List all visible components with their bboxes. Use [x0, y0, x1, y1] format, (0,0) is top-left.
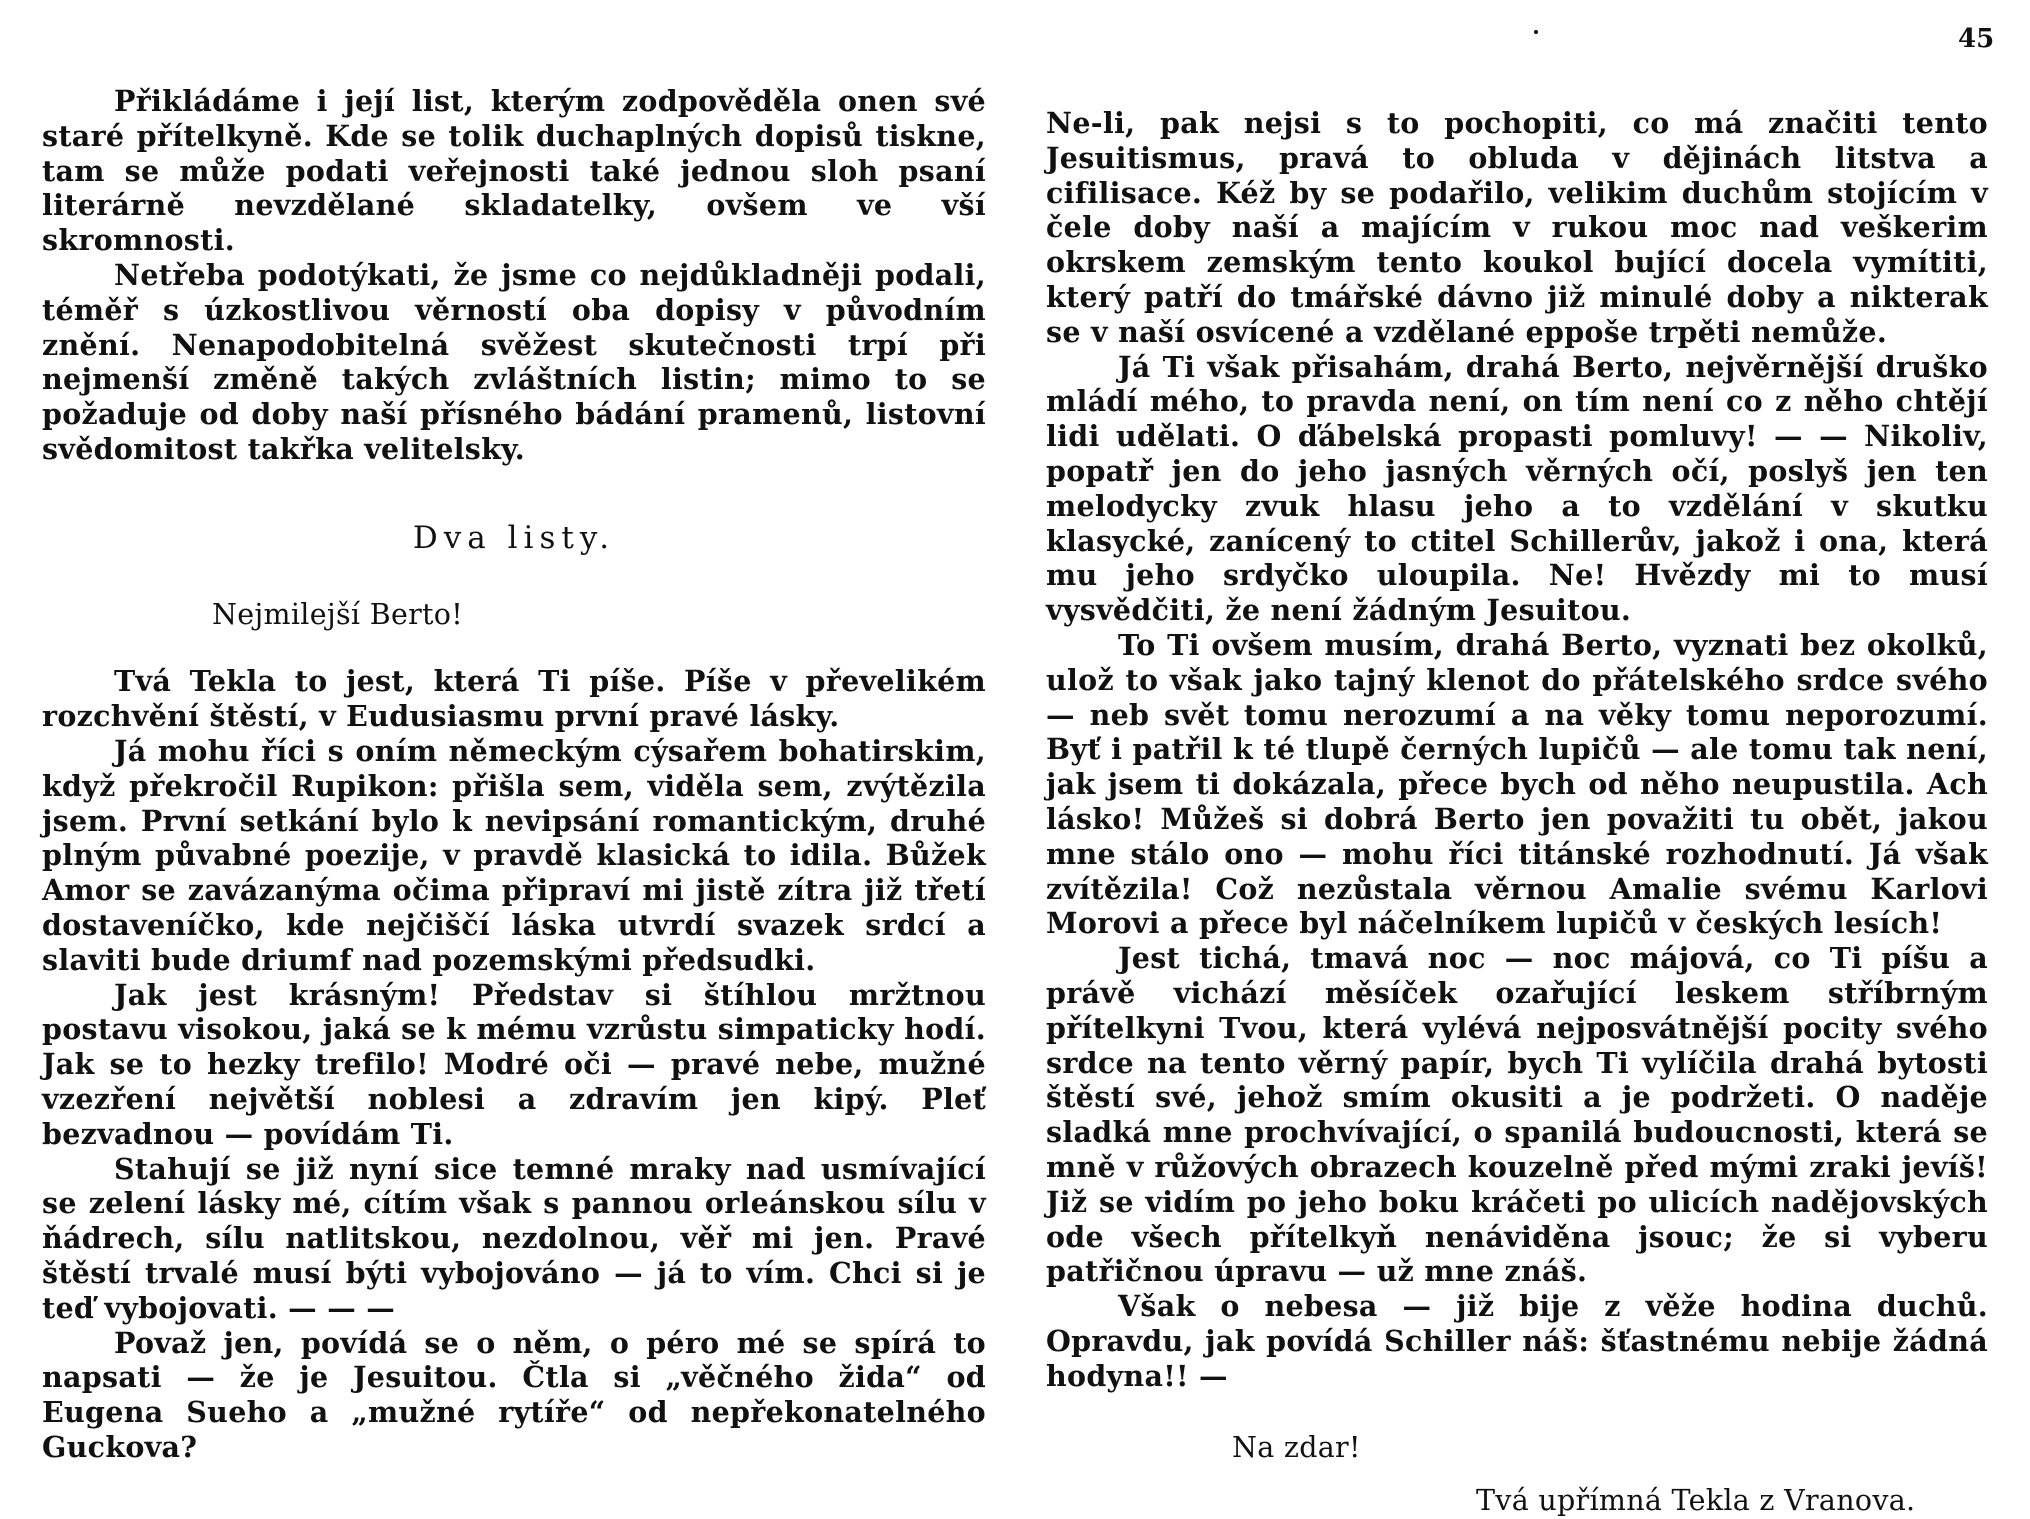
letter-paragraph: To Ti ovšem musím, drahá Berto, vyznati bez okolků, ulož to však jako tajný klenot do přátelského srdce svého — neb svět tomu nerozumí a na věky tomu neporozumí. Byť i patřil k té tlupě černých lupičů — ale tomu tak není, jak jsem ti dokázala, přece bych od něho neupustila. Ach lásko! Můžeš si dobrá Berto jen považiti tu obět, jakou mne stálo ono — mohu říci titánské rozhodnutí. Já však zvítězila! Což nezůstala věrnou Amalie svému Karlovi Morovi a přece byl náčelníkem lupičů v českých lesích! — [1046, 627, 1988, 941]
letter-paragraph: Stahují se již nyní sice temné mraky nad usmívající se zelení lásky mé, cítím však s pannou orleánskou sílu v ňádrech, sílu natlitskou, nezdolnou, věř mi jen. Pravé štěstí trvalé musí býti vybojováno — já to vím. Chci si je teď vybojovati. — — — — [42, 1151, 986, 1325]
stray-dot — [1534, 30, 1538, 34]
left-column — [42, 84, 986, 1465]
page-number: 45 — [1958, 24, 1995, 54]
letters-title: Dva listy. — [412, 519, 616, 556]
letter-signature: Tvá upřímná Tekla z Vranova. — [1476, 1484, 1916, 1518]
letter-paragraph: Považ jen, povídá se o něm, o péro mé se spírá to napsati — že je Jesuitou. Čtla si „věčného žida“ od Eugena Sueho a „mužné rytíře“ od nepřekonatelného Guckova? — [42, 1325, 986, 1464]
letter-paragraph: Jest tichá, tmavá noc — noc májová, co Ti píšu a právě vichází měsíček ozařující leskem stříbrným přítelkyni Tvou, která vylévá nejposvátnější pocity svého srdce na tento věrný papír, bych Ti vylíčila drahá bytosti štěstí své, jehož smím okusiti a je podržeti. O naděje sladká mne prochvívající, o spanilá budoucnosti, která se mně v růžových obrazech kouzelně před mými zraki jevíš! Již se vidím po jeho boku kráčeti po ulicích nadějovských ode všech přítelkyň nenáviděna jsouc; že si vyberu patřičnou úpravu — už mne znáš. — [1046, 941, 1988, 1289]
intro-paragraph: Přikládáme i její list, kterým zodpověděla onen své staré přítelkyně. Kde se tolik duchaplných dopisů tiskne, tam se může podati veřejnosti také jednou sloh psaní literárně nevzdělané skladatelky, ovšem ve vší skromnosti. — [42, 84, 986, 258]
letter-greeting: Nejmilejší Berto! — [212, 597, 463, 631]
right-column — [1046, 106, 1988, 1519]
letter-closing: Na zdar! — [1232, 1431, 1361, 1465]
letter-paragraph: Já mohu říci s oním německým cýsařem bohatirskim, když překročil Rupikon: přišla sem, viděla sem, zvýtězila jsem. První setkání bylo k nevipsání romantickým, druhé plným půvabné poezije, v pravdě klasická to idila. Bůžek Amor se zavázanýma očima připraví mi jistě zítra již třetí dostaveníčko, kde nejčiščí láska utvrdí svazek srdcí a slaviti bude driumf nad pozemskými předsudki. — [42, 733, 986, 977]
letter-paragraph: Jak jest krásným! Představ si štíhlou mržtnou postavu visokou, jaká se k mému vzrůstu simpaticky hodí. Jak se to hezky trefilo! Modré oči — pravé nebe, mužné vzezření největší noblesi a zdravím jen kipý. Pleť bezvadnou — povídám Ti. — [42, 977, 986, 1151]
intro-paragraph: Netřeba podotýkati, že jsme co nejdůkladněji podali, téměř s úzkostlivou věrností oba dopisy v původním znění. Nenapodobitelná svěžest skutečnosti trpí při nejmenší změně takých zvláštních listin; mimo to se požaduje od doby naší přísného bádání pramenů, listovní svědomitost takřka velitelsky. — [42, 257, 986, 466]
letter-paragraph: Já Ti však přisahám, drahá Berto, nejvěrnější druško mládí mého, to pravda není, on tím není co z něho chtějí lidi udělati. O ďábelská propasti pomluvy! — — Nikoliv, popatř jen do jeho jasných věrných očí, poslyš jen ten melodycky zvuk hlasu jeho a to vzdělání v skutku klasycké, zanícený to ctitel Schillerův, jakož i ona, která mu jeho srdyčko uloupila. Ne! Hvězdy mi to musí vysvědčiti, že není žádným Jesuitou. — [1046, 349, 1988, 628]
letter-paragraph: Však o nebesa — již bije z věže hodina duchů. Opravdu, jak povídá Schiller náš: šťastnému nebije žádná hodyna!! — — [1046, 1289, 1988, 1393]
continuation-paragraph: Ne-li, pak nejsi s to pochopiti, co má značiti tento Jesuitismus, pravá to obluda v dějinách litstva a cifilisace. Kéž by se podařilo, velikim duchům stojícím v čele doby naší a majícím v rukou moc nad veškerim okrskem zemským tento koukol bující docela vymítiti, který patří do tmářské dávno již minulé doby a nikterak se v naší osvícené a vzdělané eppoše trpěti nemůže. — [1046, 106, 1988, 349]
letter-paragraph: Tvá Tekla to jest, která Ti píše. Píše v převelikém rozchvění štěstí, v Eudusiasmu první pravé lásky. — [42, 664, 986, 734]
